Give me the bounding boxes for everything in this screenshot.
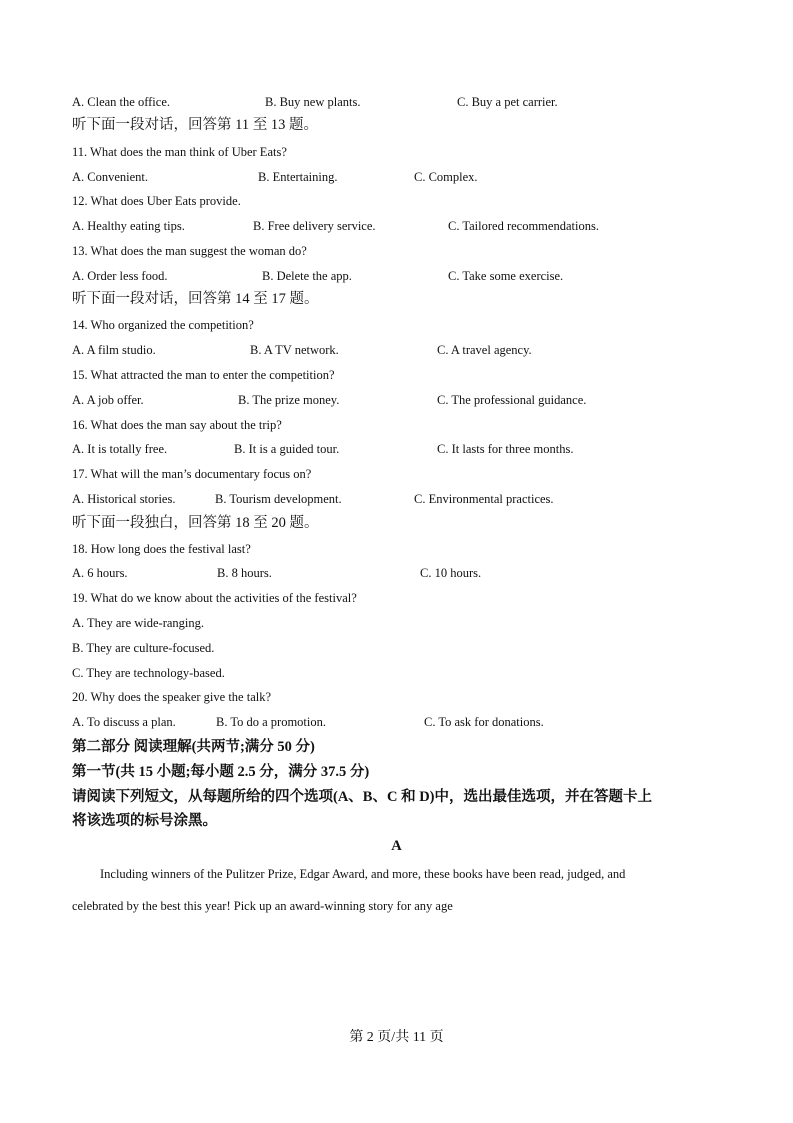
answer-option: C. Environmental practices. (414, 492, 554, 506)
answer-option: B. The prize money. (238, 393, 340, 407)
answer-option: B. A TV network. (250, 343, 339, 357)
answer-option: C. Take some exercise. (448, 269, 564, 283)
instruction-line-2: 将该选项的标号涂黑。 (72, 813, 217, 829)
answer-option: A. Healthy eating tips. (72, 219, 185, 233)
question-text: 13. What does the man suggest the woman do? (72, 244, 307, 258)
question-text: A. They are wide-ranging. (72, 616, 205, 630)
answer-option: B. Delete the app. (262, 269, 352, 283)
answer-option: A. Convenient. (72, 170, 149, 184)
question-text: 15. What attracted the man to enter the competition? (72, 368, 335, 382)
answer-option: A. A job offer. (72, 393, 144, 407)
passage-label: A (391, 838, 402, 854)
question-text: 18. How long does the festival last? (72, 542, 251, 556)
answer-option: A. A film studio. (72, 343, 156, 357)
question-text: 14. Who organized the competition? (72, 318, 254, 332)
answer-option: A. Historical stories. (72, 492, 176, 506)
answer-option: B. To do a promotion. (216, 715, 327, 729)
question-text: 12. What does Uber Eats provide. (72, 194, 241, 208)
passage-line-2: celebrated by the best this year! Pick up an award-winning story for any age (72, 899, 453, 913)
question-text: 20. Why does the speaker give the talk? (72, 690, 272, 704)
answer-option: B. Buy new plants. (265, 95, 361, 109)
section-heading: 听下面一段对话，回答第 11 至 13 题。 (72, 117, 318, 133)
question-text: 17. What will the man’s documentary focus on? (72, 467, 312, 481)
question-text: 19. What do we know about the activities of the festival? (72, 591, 357, 605)
answer-option: C. Tailored recommendations. (448, 219, 599, 233)
answer-option: C. Buy a pet carrier. (457, 95, 558, 109)
answer-option: B. Free delivery service. (253, 219, 376, 233)
answer-option: C. 10 hours. (420, 566, 482, 580)
answer-option: A. Clean the office. (72, 95, 170, 109)
instruction-line-1: 请阅读下列短文，从每题所给的四个选项(A、B、C 和 D)中，选出最佳选项，并在答题卡上 (72, 789, 652, 805)
answer-option: C. It lasts for three months. (437, 442, 574, 456)
section-heading: 听下面一段对话，回答第 14 至 17 题。 (72, 291, 319, 307)
answer-option: C. Complex. (414, 170, 478, 184)
part-two-title: 第二部分 阅读理解(共两节;满分 50 分) (72, 739, 315, 755)
answer-option: B. Entertaining. (258, 170, 338, 184)
answer-option: B. Tourism development. (215, 492, 342, 506)
question-text: 16. What does the man say about the trip? (72, 418, 282, 432)
answer-option: B. It is a guided tour. (234, 442, 340, 456)
answer-option: A. To discuss a plan. (72, 715, 176, 729)
question-text: B. They are culture-focused. (72, 641, 215, 655)
passage-line-1: Including winners of the Pulitzer Prize, Edgar Award, and more, these books have been read, judged, and (100, 867, 626, 881)
answer-option: A. It is totally free. (72, 442, 168, 456)
question-text: 11. What does the man think of Uber Eats? (72, 145, 287, 159)
answer-option: A. Order less food. (72, 269, 168, 283)
answer-option: C. The professional guidance. (437, 393, 587, 407)
question-text: C. They are technology-based. (72, 666, 225, 680)
answer-option: A. 6 hours. (72, 566, 128, 580)
answer-option: C. A travel agency. (437, 343, 532, 357)
section-heading: 听下面一段独白，回答第 18 至 20 题。 (72, 515, 319, 531)
answer-option: C. To ask for donations. (424, 715, 544, 729)
page-footer: 第 2 页/共 11 页 (349, 1030, 444, 1045)
answer-option: B. 8 hours. (217, 566, 272, 580)
section-one-title: 第一节(共 15 小题;每小题 2.5 分，满分 37.5 分) (72, 764, 370, 780)
